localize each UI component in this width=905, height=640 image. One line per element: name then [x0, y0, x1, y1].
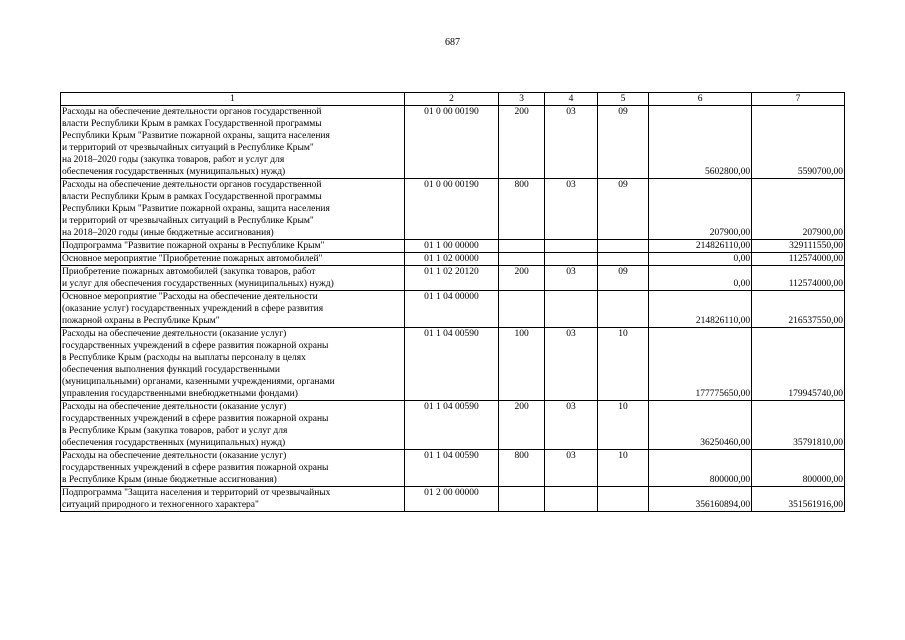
table-row: [61, 266, 845, 291]
column-header: 3: [498, 93, 544, 106]
amount-col7-cell: 35791810,00: [752, 401, 845, 450]
amount-col6-cell: 800000,00: [649, 450, 752, 487]
subsection-cell: 10: [597, 328, 648, 401]
amount-col7-cell: 351561916,00: [752, 487, 845, 512]
amount-col6-cell: 214826110,00: [649, 291, 752, 328]
expense-type-cell: 800: [498, 450, 544, 487]
expense-type-cell: 800: [498, 179, 544, 240]
amount-col7-cell: 5590700,00: [752, 106, 845, 179]
section-cell: [545, 240, 597, 253]
target-code-cell: 01 1 02 00000: [405, 253, 499, 266]
table-row: [61, 253, 845, 266]
amount-col7-cell: 800000,00: [752, 450, 845, 487]
target-code-cell: 01 1 04 00590: [405, 401, 499, 450]
section-cell: 03: [545, 450, 597, 487]
amount-col7-cell: 207900,00: [752, 179, 845, 240]
target-code-cell: 01 0 00 00190: [405, 106, 499, 179]
section-cell: [545, 291, 597, 328]
expense-type-cell: 200: [498, 106, 544, 179]
amount-col6-cell: 0,00: [649, 253, 752, 266]
expense-name-cell: Расходы на обеспечение деятельности органов государственной власти Республики Крым в рамках Государственной программы Республики Крым "Развитие пожарной охраны, защита населения и территорий от чрезвычайных ситуаций в Республике Крым" на 2018–2020 годы (иные бюджетные ассигнования): [61, 179, 405, 240]
expense-name-cell: Основное мероприятие "Расходы на обеспечение деятельности (оказание услуг) государственных учреждений в сфере развития пожарной охраны в Республике Крым": [61, 291, 405, 328]
target-code-cell: 01 1 04 00000: [405, 291, 499, 328]
table-row: [61, 328, 845, 401]
section-cell: 03: [545, 106, 597, 179]
section-cell: 03: [545, 179, 597, 240]
expense-type-cell: [498, 253, 544, 266]
expense-name-cell: Расходы на обеспечение деятельности (оказание услуг) государственных учреждений в сфере развития пожарной охраны в Республике Крым (закупка товаров, работ и услуг для обеспечения государственных (муниципальных) нужд): [61, 401, 405, 450]
amount-col6-cell: 5602800,00: [649, 106, 752, 179]
subsection-cell: 09: [597, 266, 648, 291]
amount-col6-cell: 0,00: [649, 266, 752, 291]
budget-table: [60, 92, 845, 512]
expense-type-cell: [498, 487, 544, 512]
target-code-cell: 01 1 00 00000: [405, 240, 499, 253]
expense-name-cell: Подпрограмма "Защита населения и территорий от чрезвычайных ситуаций природного и техногенного характера": [61, 487, 405, 512]
section-cell: 03: [545, 401, 597, 450]
expense-name-cell: Подпрограмма "Развитие пожарной охраны в Республике Крым": [61, 240, 405, 253]
amount-col6-cell: 214826110,00: [649, 240, 752, 253]
amount-col6-cell: 207900,00: [649, 179, 752, 240]
expense-type-cell: 100: [498, 328, 544, 401]
amount-col6-cell: 356160894,00: [649, 487, 752, 512]
table-row: [61, 179, 845, 240]
amount-col7-cell: 216537550,00: [752, 291, 845, 328]
expense-type-cell: 200: [498, 401, 544, 450]
subsection-cell: 09: [597, 106, 648, 179]
column-header: 4: [545, 93, 597, 106]
subsection-cell: 10: [597, 401, 648, 450]
subsection-cell: [597, 291, 648, 328]
amount-col6-cell: 36250460,00: [649, 401, 752, 450]
expense-name-cell: Расходы на обеспечение деятельности (оказание услуг) государственных учреждений в сфере развития пожарной охраны в Республике Крым (иные бюджетные ассигнования): [61, 450, 405, 487]
expense-type-cell: [498, 291, 544, 328]
page-number: 687: [445, 37, 460, 48]
table-row: [61, 401, 845, 450]
column-header: 2: [405, 93, 499, 106]
amount-col6-cell: 177775650,00: [649, 328, 752, 401]
table-row: [61, 450, 845, 487]
target-code-cell: 01 2 00 00000: [405, 487, 499, 512]
subsection-cell: 10: [597, 450, 648, 487]
column-header: 1: [61, 93, 405, 106]
expense-type-cell: 200: [498, 266, 544, 291]
column-header: 7: [752, 93, 845, 106]
subsection-cell: 09: [597, 179, 648, 240]
column-header: 5: [597, 93, 648, 106]
target-code-cell: 01 1 04 00590: [405, 450, 499, 487]
expense-name-cell: Расходы на обеспечение деятельности органов государственной власти Республики Крым в рамках Государственной программы Республики Крым "Развитие пожарной охраны, защита населения и территорий от чрезвычайных ситуаций в Республике Крым" на 2018–2020 годы (закупка товаров, работ и услуг для обеспечения государственных (муниципальных) нужд): [61, 106, 405, 179]
section-cell: [545, 253, 597, 266]
amount-col7-cell: 329111550,00: [752, 240, 845, 253]
table-row: [61, 487, 845, 512]
expense-name-cell: Расходы на обеспечение деятельности (оказание услуг) государственных учреждений в сфере развития пожарной охраны в Республике Крым (расходы на выплаты персоналу в целях обеспечения выполнения функций государственными (муниципальными) органами, казенными учреждениями, органами управления государственными внебюджетными фондами): [61, 328, 405, 401]
amount-col7-cell: 179945740,00: [752, 328, 845, 401]
column-number-row: [61, 93, 845, 106]
table-row: [61, 240, 845, 253]
target-code-cell: 01 0 00 00190: [405, 179, 499, 240]
subsection-cell: [597, 253, 648, 266]
target-code-cell: 01 1 02 20120: [405, 266, 499, 291]
target-code-cell: 01 1 04 00590: [405, 328, 499, 401]
amount-col7-cell: 112574000,00: [752, 266, 845, 291]
section-cell: 03: [545, 266, 597, 291]
amount-col7-cell: 112574000,00: [752, 253, 845, 266]
section-cell: [545, 487, 597, 512]
subsection-cell: [597, 487, 648, 512]
column-header: 6: [649, 93, 752, 106]
table-row: [61, 291, 845, 328]
subsection-cell: [597, 240, 648, 253]
expense-name-cell: Основное мероприятие "Приобретение пожарных автомобилей": [61, 253, 405, 266]
section-cell: 03: [545, 328, 597, 401]
expense-name-cell: Приобретение пожарных автомобилей (закупка товаров, работ и услуг для обеспечения государственных (муниципальных) нужд): [61, 266, 405, 291]
table-row: [61, 106, 845, 179]
expense-type-cell: [498, 240, 544, 253]
